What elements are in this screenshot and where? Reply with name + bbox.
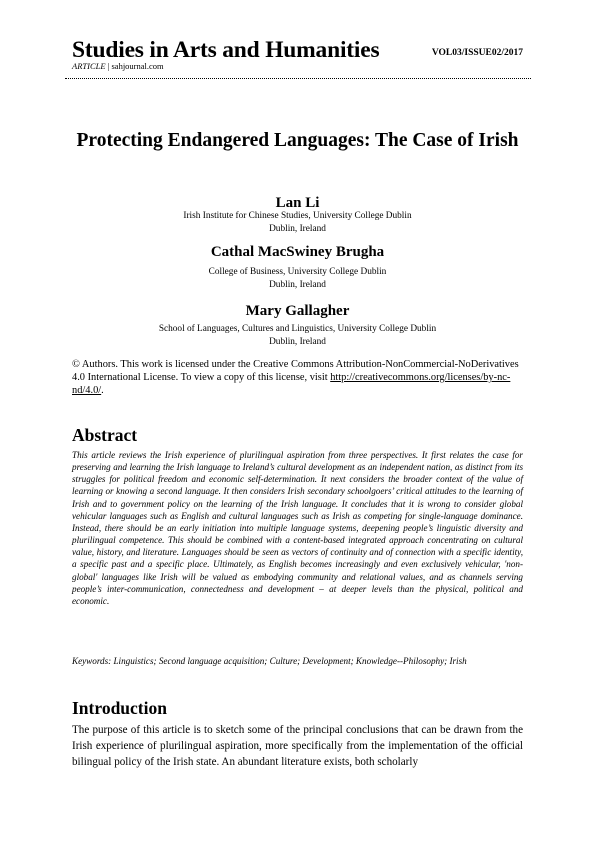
license-link[interactable]: http://creativecommons.org/licenses/by-nc-nd/4.0/ [72,372,511,397]
article-type-line [72,61,164,71]
introduction-heading: Introduction [72,698,167,718]
author-name-2: Cathal MacSwiney Brugha [210,244,385,260]
affiliation-line: School of Languages, Cultures and Linguistics, University College Dublin [158,324,437,334]
author-affiliation-3 [60,323,535,349]
header-divider [65,78,531,79]
abstract-text: This article reviews the Irish experience of plurilingual aspiration from three perspectives. It first relates the case for preserving and learning the Irish language to Ireland’s cultural development as an independent nation, as distinct from its struggles for political freedom and economic self-determination. It next considers the broader context of the value of learning or knowing a second language. It then considers Irish secondary schoolgoers’ critical attitudes to the learning of Irish and to government policy on the learning of the Irish language. It concludes that it is wrong to consider global vehicular languages such as English and cultural languages such as Irish as competing for single-language dominance. Instead, there should be an early initiation into multiple language systems, deepening people’s linguistic diversity and plurilingual competence. This should be combined with a content-based integrated approach concentrating on cultural value, history, and literature. Languages should be seen as vectors of continuity and of connection with a specific identity, a specific past and a specific place. Ultimately, as English becomes increasingly and even exclusively vehicular, 'non-global' languages like Irish will be valued as embodying community and relational values, and as channels serving people’s inter-communication, connectedness and development – at deeper levels than the physical, political and economic. [72,450,523,606]
affiliation-location: Dublin, Ireland [269,280,326,290]
introduction-text: The purpose of this article is to sketch some of the principal conclusions that can be drawn from the Irish experience of plurilingual aspiration, more specifically from the implementation of the official bilingual policy of the Irish state. An abundant literature exists, both scholarly [72,724,523,768]
affiliation-location: Dublin, Ireland [269,337,326,347]
author-name-1: Lan Li [275,195,320,211]
article-title: Protecting Endangered Languages: The Case of Irish [76,130,519,151]
journal-website: sahjournal.com [111,61,164,71]
journal-title: Studies in Arts and Humanities [72,37,380,63]
license-notice [72,358,527,398]
author-affiliation-1 [60,210,535,236]
affiliation-line: Irish Institute for Chinese Studies, University College Dublin [183,211,412,221]
affiliation-location: Dublin, Ireland [269,224,326,234]
separator: | [105,61,112,71]
author-affiliation-2 [60,266,535,292]
volume-issue: VOL03/ISSUE02/2017 [431,48,523,58]
keywords: Keywords: Linguistics; Second language acquisition; Culture; Development; Knowledge--Philosophy; Irish [72,656,467,666]
abstract-heading: Abstract [72,425,138,445]
author-name-3: Mary Gallagher [245,303,350,319]
license-end: . [101,385,104,397]
license-text: © Authors. This work is licensed under the Creative Commons Attribution-NonCommercial-NoDerivatives 4.0 International License. To view a copy of this license, visit [72,359,519,384]
article-type: ARTICLE [72,61,106,71]
affiliation-line: College of Business, University College Dublin [208,267,387,277]
